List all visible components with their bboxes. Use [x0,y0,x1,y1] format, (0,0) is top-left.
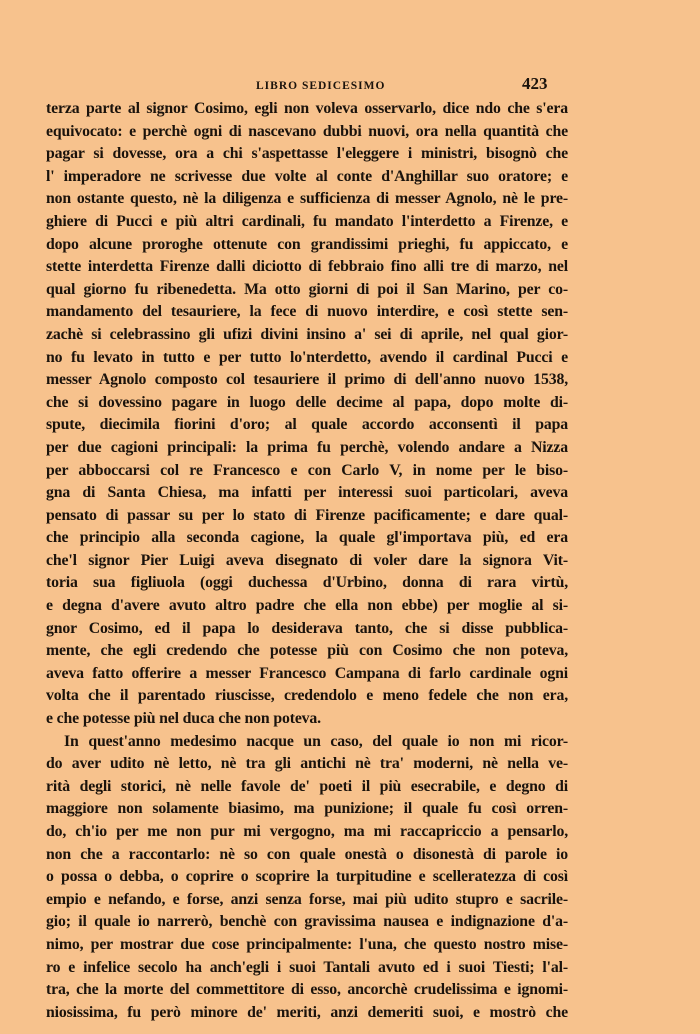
text-line: spute, diecimila fiorini d'oro; al quale accordo acconsentì il papa [46,416,568,434]
text-line: volta che il parentado riuscisse, credendolo e meno fedele che non era, [46,687,568,705]
text-line: o possa o debba, o coprire o scoprire la turpitudine e scelleratezza di così [46,868,568,886]
text-line: gio; il quale io narrerò, benchè con gravissima nausea e indignazione d'a- [46,913,568,931]
text-line: non che a raccontarlo: nè so con quale onestà o disonestà di parole io [46,845,568,863]
text-line: mente, che egli credendo che potesse più con Cosimo che non poteva, [46,642,568,660]
text-line: zachè si celebrassino gli ufizi divini insino a' sei di aprile, nel qual gior- [46,325,568,343]
text-line: rità degli storici, nè nelle favole de' poeti il più esecrabile, e degno di [46,777,568,795]
running-head: LIBRO SEDICESIMO [256,80,386,92]
text-line: mandamento del tesauriere, la fece di nuovo interdire, e così stette sen- [46,303,568,321]
text-line: niosissima, fu però minore de' meriti, anzi demeriti suoi, e mostrò che [46,1003,568,1021]
text-line: qual giorno fu ribenedetta. Ma otto giorni di poi il San Marino, per co- [46,280,568,298]
text-line: do aver udito nè letto, nè tra gli antichi nè tra' moderni, nè nella ve- [46,755,568,773]
text-line: ro e infelice secolo ha anch'egli i suoi Tantali avuto ed i suoi Tiesti; l'al- [46,958,568,976]
body-text [46,98,568,1024]
text-line: gnor Cosimo, ed il papa lo desiderava tanto, che si disse pubblica- [46,619,568,637]
text-line: equivocato: e perchè ogni di nascevano dubbi nuovi, ora nella quantità che [46,122,568,140]
paragraph-end-line: e che potesse più nel duca che non poteva. [46,710,321,728]
text-line: no fu levato in tutto e per tutto lo'nterdetto, avendo il cardinal Pucci e [46,348,568,366]
text-line: nimo, per mostrar due cose principalmente: l'una, che questo nostro mise- [46,935,568,953]
text-line: che principio alla seconda cagione, la quale gl'importava più, ed era [46,529,568,547]
text-line: e degna d'avere avuto altro padre che ella non ebbe) per moglie al si- [46,597,568,615]
page-header [0,74,700,98]
text-line: empio e nefando, e forse, anzi senza forse, mai più udito stupro e sacrile- [46,890,568,908]
text-line: che si dovessino pagare in luogo delle decime al papa, dopo molte di- [46,393,568,411]
text-line: ghiere di Pucci e più altri cardinali, fu mandato l'interdetto a Firenze, e [46,212,568,230]
text-line: per abboccarsi col re Francesco e con Carlo V, in nome per le biso- [46,461,568,479]
text-line: aveva fatto offerire a messer Francesco Campana di farlo cardinale ogni [46,664,568,682]
text-line: do, ch'io per me non pur mi vergogno, ma mi raccapriccio a pensarlo, [46,823,568,840]
text-line: dopo alcune proroghe ottenute con grandissimi prieghi, fu appiccato, e [46,235,568,253]
text-line: toria sua figliuola (oggi duchessa d'Urbino, donna di rara virtù, [46,574,568,592]
text-line: maggiore non solamente biasimo, ma punizione; il quale fu così orren- [46,800,568,818]
text-line: messer Agnolo composto col tesauriere il primo di dell'anno nuovo 1538, [46,371,568,389]
text-line: tra, che la morte del commettitore di esso, ancorchè crudelissima e ignomi- [46,981,568,999]
page-number: 423 [522,74,548,93]
text-line: non ostante questo, nè la diligenza e sufficienza di messer Agnolo, nè le pre- [46,190,568,208]
paragraph-start-line: In quest'anno medesimo nacque un caso, del quale io non mi ricor- [64,732,568,750]
text-line: pagar si dovesse, ora a chi s'aspettasse l'eleggere i ministri, bisognò che [46,145,568,163]
text-line: che'l signor Pier Luigi aveva disegnato di voler dare la signora Vit- [46,551,568,569]
text-line: terza parte al signor Cosimo, egli non voleva osservarlo, dice ndo che s'era [46,100,568,117]
text-line: gna di Santa Chiesa, ma infatti per interessi suoi particolari, aveva [46,484,568,502]
text-line: stette interdetta Firenze dalli diciotto di febbraio fino alli tre di marzo, nel [46,258,568,276]
text-line: l' imperadore ne scrivesse due volte al conte d'Anghillar suo oratore; e [46,167,568,185]
text-line: per due cagioni principali: la prima fu perchè, volendo andare a Nizza [46,438,568,456]
text-line: pensato di passar su per lo stato di Firenze pacificamente; e dare qual- [46,506,568,524]
